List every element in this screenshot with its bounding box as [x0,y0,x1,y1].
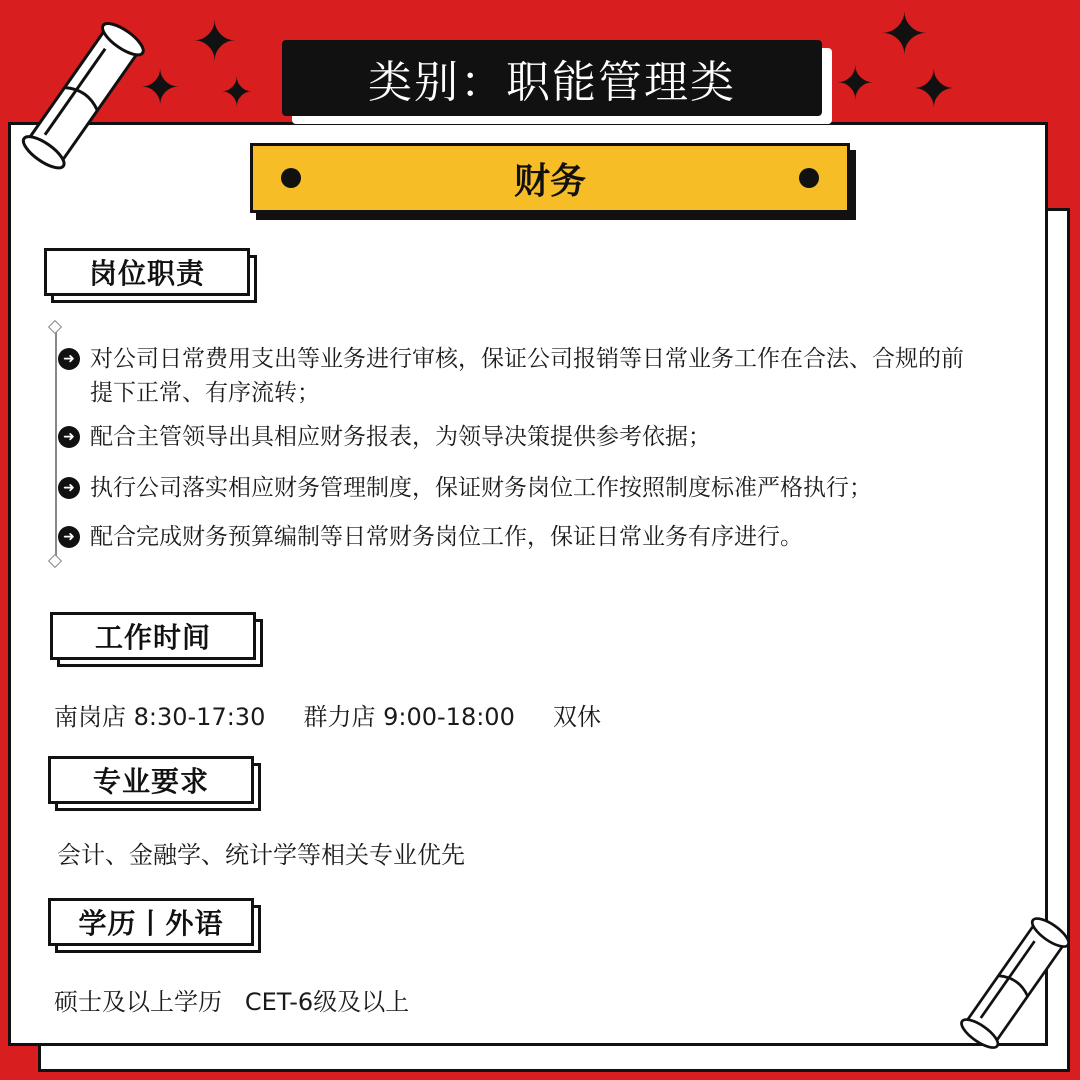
job-title-banner [250,143,850,213]
job-title: 财务 [513,160,586,202]
duty-item [58,420,1018,454]
arrow-circle-icon: ➜ [58,426,80,448]
page-title: 类别：职能管理类 [282,40,822,116]
arrow-circle-icon: ➜ [58,526,80,548]
section-heading: 工作时间 [50,612,256,660]
section-major [48,756,254,804]
duty-text: 配合主管领导出具相应财务报表，为领导决策提供参考依据； [90,424,711,450]
sparkle-star-icon: ✦ [912,60,956,120]
timeline-line [55,327,57,561]
section-heading: 专业要求 [48,756,254,804]
arrow-circle-icon: ➜ [58,477,80,499]
duty-item [58,471,1038,505]
scroll-icon [6,14,156,184]
section-education [48,898,254,946]
sparkle-star-icon: ✦ [836,56,875,110]
sparkle-star-icon: ✦ [880,0,929,68]
section-duties [44,248,250,296]
education-text: 硕士及以上学历 CET-6级及以上 [54,988,410,1016]
sparkle-star-icon: ✦ [140,60,181,116]
major-text: 会计、金融学、统计学等相关专业优先 [57,841,465,869]
duty-item [58,520,1018,554]
dot-icon [281,168,301,188]
hours-text: 南岗店 8:30-17:30 群力店 9:00-18:00 双休 [54,703,601,731]
duty-text: 执行公司落实相应财务管理制度，保证财务岗位工作按照制度标准严格执行； [90,475,872,501]
dot-icon [799,168,819,188]
section-heading: 岗位职责 [44,248,250,296]
section-heading: 学历丨外语 [48,898,254,946]
sparkle-star-icon: ✦ [192,10,238,73]
section-hours [50,612,256,660]
arrow-circle-icon: ➜ [58,348,80,370]
duty-text: 对公司日常费用支出等业务进行审核，保证公司报销等日常业务工作在合法、合规的前提下正常、有序流转； [90,346,964,406]
scroll-icon [946,906,1080,1066]
duty-item [58,342,978,410]
duty-text: 配合完成财务预算编制等日常财务岗位工作，保证日常业务有序进行。 [90,524,803,550]
sparkle-star-icon: ✦ [220,70,254,116]
